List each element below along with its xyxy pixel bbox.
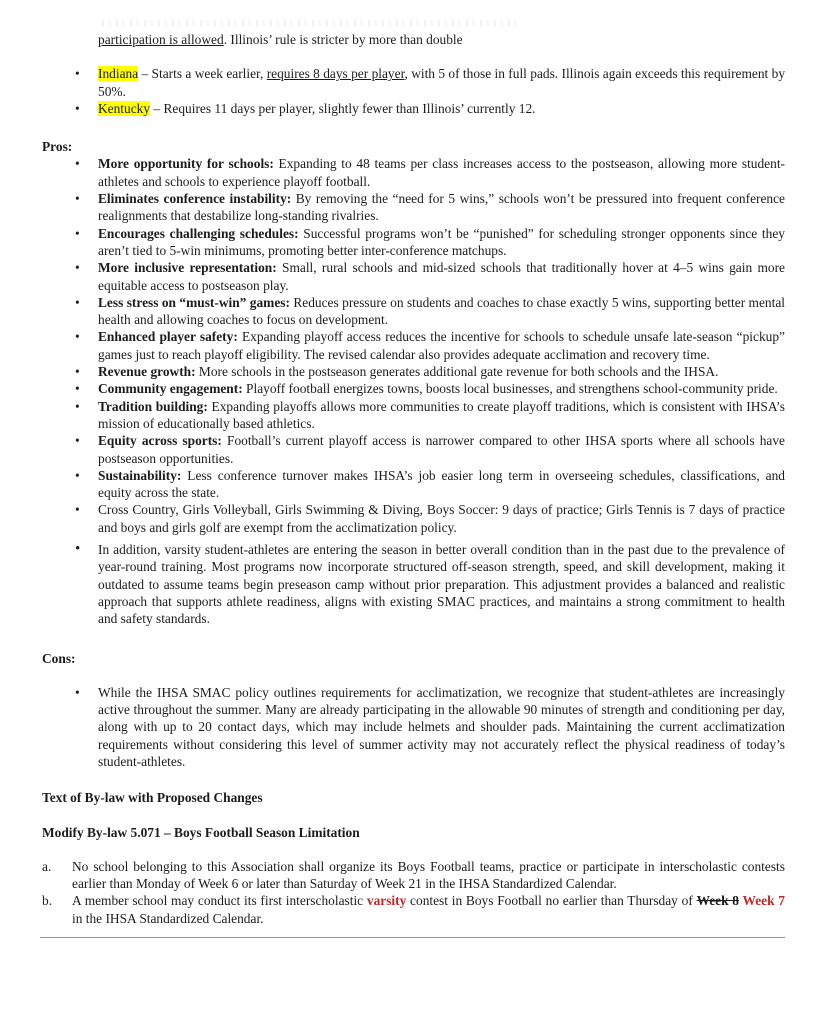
clause-text: in the IHSA Standardized Calendar.	[72, 910, 264, 926]
pros-item-lead: Equity across sports:	[98, 433, 222, 449]
underlined-requirement: requires 8 days per player	[266, 66, 405, 82]
pros-item	[98, 363, 785, 380]
pros-item-text: Successful programs won’t be “punished” for scheduling stronger opponents since they aren’t tied to 5-win minimums, promoting better inter-conference matchups.	[98, 225, 785, 258]
pros-item-lead: Encourages challenging schedules:	[98, 225, 299, 241]
pros-heading: Pros:	[42, 139, 73, 155]
clause-text: A member school may conduct its first interscholastic	[72, 893, 367, 909]
cons-heading: Cons:	[42, 650, 76, 666]
highlighted-state-name: Indiana	[98, 66, 139, 82]
list-item-indiana	[98, 65, 785, 100]
intro-paragraph	[98, 31, 785, 48]
pros-item-lead: More opportunity for schools:	[98, 156, 274, 172]
pros-list	[42, 155, 785, 627]
pros-item-text: Expanding playoffs allows more communities to create playoff traditions, which is consistent with IHSA’s mission of educationally based athletics.	[98, 398, 785, 431]
bylaw-clause-b	[42, 892, 785, 927]
pros-item	[98, 398, 785, 433]
pros-item-text: Playoff football energizes towns, boosts local businesses, and strengthens school-community pride.	[242, 381, 778, 397]
pros-item-text: More schools in the postseason generates additional gate revenue for both schools and the IHSA.	[195, 364, 719, 380]
modify-bylaw-heading: Modify By-law 5.071 – Boys Football Season Limitation	[42, 824, 360, 840]
cons-item	[98, 684, 785, 770]
revision-added-text: varsity	[366, 893, 407, 909]
state-text: – Requires 11 days per player, slightly fewer than Illinois’ currently 12.	[150, 100, 536, 116]
bylaw-section-heading: Text of By-law with Proposed Changes	[42, 790, 263, 806]
revision-added-text: Week 7	[739, 893, 785, 909]
pros-item-lead: Revenue growth:	[98, 364, 196, 380]
horizontal-rule	[40, 937, 785, 938]
pros-item-text: Reduces pressure on students and coaches to chase exactly 5 wins, supporting better mental health and allowing coaches to focus on development.	[98, 294, 785, 328]
bylaw-clause-list	[42, 858, 785, 927]
pros-item	[98, 294, 785, 329]
cons-list	[42, 684, 785, 770]
pros-item-text: In addition, varsity student-athletes are entering the season in better overall condition than in the past due to the prevalence of year-round training. Most programs now incorporate structured off-season strength, speed, and skill development, making it outdated to assume teams begin preseason camp without prior preparation. This adjustment provides a balanced and realistic approach that supports athlete readiness, aligns with existing SMAC practices, and maintains a strong commitment to health and safety standards.	[98, 542, 785, 627]
pros-item	[98, 380, 785, 397]
bylaw-clause-a	[42, 858, 785, 893]
pros-item	[98, 501, 785, 536]
pros-item	[98, 155, 785, 190]
pros-item-text: Small, rural schools and mid-sized schools that traditionally hover at 4–5 wins gain more equitable access to postseason play.	[98, 260, 785, 293]
pros-item	[98, 432, 785, 467]
list-item-kentucky	[98, 100, 785, 117]
highlighted-state-name: Kentucky	[98, 100, 151, 116]
pros-item-lead: Less stress on “must-win” games:	[98, 294, 290, 310]
clause-text: contest in Boys Football no earlier than Thursday of	[406, 893, 697, 909]
pros-item	[98, 225, 785, 260]
pros-item	[98, 190, 785, 225]
pros-item-text: Less conference turnover makes IHSA’s job easier long term in overseeing schedules, classifications, and equity across the state.	[98, 467, 785, 501]
pros-item-lead: Tradition building:	[98, 398, 208, 414]
pros-item-text: By removing the “need for 5 wins,” schools won’t be pressured into frequent conference realignments that destabilize long-standing rivalries.	[98, 191, 785, 224]
pros-item-lead: Sustainability:	[98, 467, 182, 483]
state-text: – Starts a week earlier,	[138, 66, 267, 82]
pros-item	[98, 467, 785, 502]
intro-rest-text: . Illinois’ rule is stricter by more than double	[223, 32, 463, 47]
pros-item	[98, 328, 785, 363]
intro-underlined-text: participation is allowed	[98, 32, 224, 47]
pros-item	[98, 259, 785, 294]
pros-item-lead: Eliminates conference instability:	[98, 191, 292, 207]
state-comparison-list	[42, 65, 785, 117]
cons-item-text: While the IHSA SMAC policy outlines requirements for acclimatization, we recognize that student-athletes are increasingly active throughout the summer. Many are already participating in the allowable 90 minutes of strength and conditioning per day, along with up to 20 contact days, which may include helmets and shoulder pads. Maintaining the current acclimatization requirements without considering this level of summer activity may not accurately reflect the physical readiness of today’s student-athletes.	[98, 684, 785, 769]
revision-deleted-text: Week 8	[696, 893, 740, 909]
pros-item-text: Expanding to 48 teams per class increases access to the postseason, allowing more student-athletes and schools to experience playoff football.	[98, 156, 786, 189]
clause-marker: b.	[42, 893, 53, 909]
clause-text: No school belonging to this Association shall organize its Boys Football teams, practice or participate in interscholastic contests earlier than Monday of Week 6 or later than Saturday of Week 21 in the IHSA Standardized Calendar.	[72, 858, 785, 892]
clipped-text-fragment	[102, 20, 522, 27]
pros-item-lead: Enhanced player safety:	[98, 329, 238, 345]
pros-item-lead: Community engagement:	[98, 381, 243, 397]
state-text: , with 5 of those in full pads. Illinois again exceeds this requirement by 50%.	[98, 66, 786, 99]
pros-item-lead: More inclusive representation:	[98, 260, 277, 276]
pros-item-text: Football’s current playoff access is narrower compared to other IHSA sports where all schools have postseason opportunities.	[98, 433, 786, 466]
pros-item	[98, 541, 785, 627]
clause-marker: a.	[42, 858, 52, 874]
pros-item-text: Cross Country, Girls Volleyball, Girls Swimming & Diving, Boys Soccer: 9 days of practice; Girls Tennis is 7 days of practice and boys and girls golf are exempt from the acclimatization policy.	[98, 502, 785, 535]
pros-item-text: Expanding playoff access reduces the incentive for schools to schedule unsafe late-season “pickup” games just to reach playoff eligibility. The revised calendar also provides adequate acclimation and recovery time.	[98, 329, 785, 362]
